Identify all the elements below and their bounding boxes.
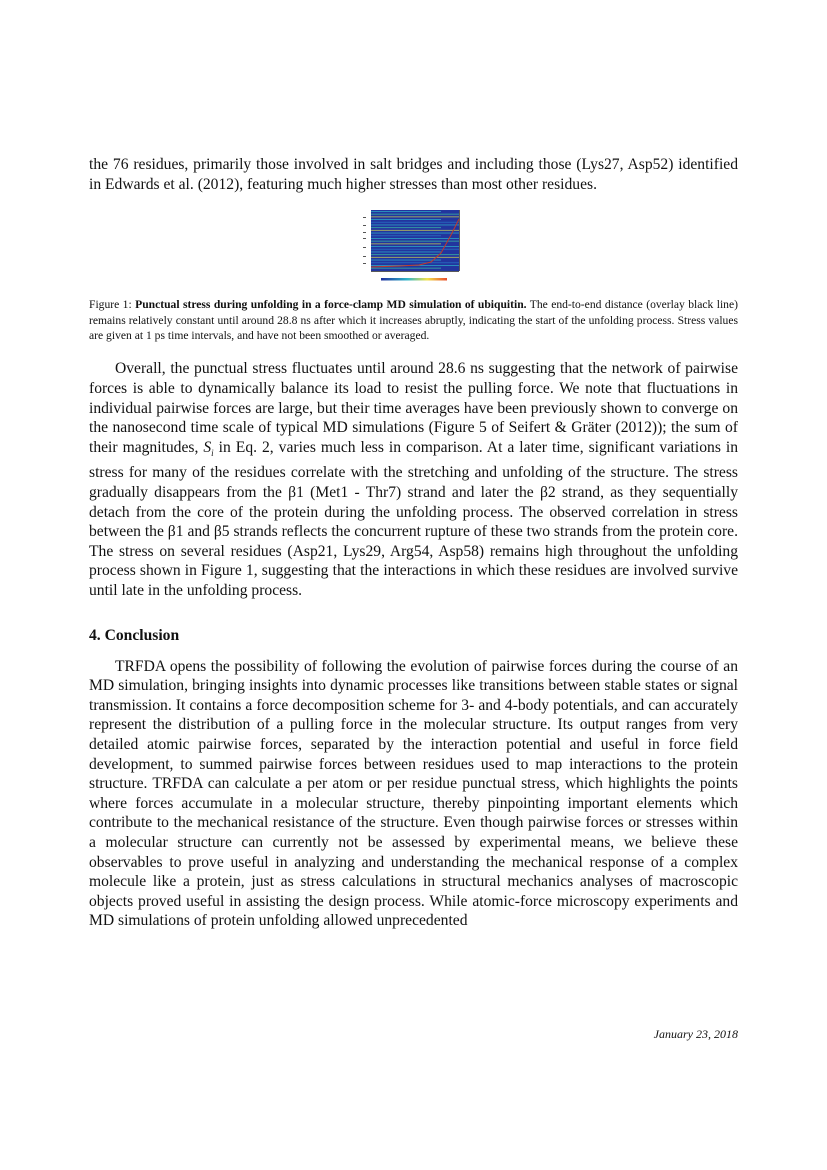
stress-heatmap-image bbox=[359, 205, 469, 285]
figure-caption-text: The end-to-end distance (overlay black line) remains relatively constant until around 28.8 ns after which it increases abruptly, indicating the start of the unfolding process. Stress values are given at 1 ps time intervals, and have not been smoothed or averaged. bbox=[89, 298, 738, 342]
heatmap-stripe bbox=[371, 238, 459, 239]
heatmap-stripe bbox=[371, 230, 459, 231]
footer-date: January 23, 2018 bbox=[653, 1027, 738, 1041]
heatmap-stripe bbox=[371, 249, 459, 250]
heatmap-stripe bbox=[371, 217, 459, 218]
heatmap-stripe bbox=[371, 246, 459, 247]
overall-paragraph bbox=[89, 359, 738, 600]
heatmap-stripe bbox=[371, 211, 441, 212]
intro-paragraph: the 76 residues, primarily those involved in salt bridges and including those (Lys27, Asp52) identified in Edwards et al. (2012), featuring much higher stresses than most other residues. bbox=[89, 156, 738, 193]
heatmap-stripe bbox=[371, 244, 441, 245]
overall-text-part-2: in Eq. 2, varies much less in comparison. At a later time, significant variations in stress for many of the residues correlate with the stretching and unfolding of the structure. The stress gradually disappears from the β1 (Met1 - Thr7) strand and later the β2 strand, as they sequentially detach from the core of the protein during the unfolding process. The observed correlation in stress between the β1 and β5 strands reflects the concurrent rupture of these two strands from the protein core. The stress on several residues (Asp21, Lys29, Arg54, Asp58) remains high throughout the unfolding process shown in Figure 1, suggesting that the interactions in which these residues are involved survive until late in the unfolding process. bbox=[89, 438, 739, 600]
figure-1-caption bbox=[89, 297, 738, 343]
conclusion-paragraph: TRFDA opens the possibility of following the evolution of pairwise forces during the course of an MD simulation, bringing insights into dynamic processes like transitions between stable states or signal transmission. It contains a force decomposition scheme for 3- and 4-body potentials, and can accurately represent the distribution of a pulling force in the molecular structure. Its output ranges from very detailed atomic pairwise forces, separated by the interaction potential and useful in force field development, to summed pairwise forces between residues used to map interactions to the protein structure. TRFDA can calculate a per atom or per residue punctual stress, which highlights the points where forces accumulate in a molecular structure, thereby pinpointing important elements which contribute to the mechanical resistance of the structure. Even though pairwise forces or stresses within a molecular structure can currently not be assessed by experimental means, we believe these observables to prove useful in analyzing and understanding the mechanical response of a complex molecule like a protein, just as stress calculations in structural mechanics analyses of macroscopic objects proved useful in assisting the design process. While atomic-force microscopy experiments and MD simulations of protein unfolding allowed unprecedented bbox=[89, 657, 738, 930]
figure-label: Figure 1: bbox=[89, 298, 132, 312]
heatmap-stripe bbox=[371, 225, 459, 226]
page-content bbox=[89, 155, 738, 931]
heatmap-stripe bbox=[371, 233, 459, 234]
overall-text-part-1: Overall, the punctual stress fluctuates until around 28.6 ns suggesting that the network of pairwise forces is able to dynamically balance its load to resist the pulling force. We note that fluctuations in individual pairwise forces are large, but their time averages have been previously shown to converge on the nanosecond time scale of typical MD simulations (Figure 5 of Seifert & Gräter (2012)); the sum of their magnitudes, bbox=[89, 360, 738, 456]
heatmap-stripe bbox=[371, 222, 459, 223]
symbol-s: S bbox=[203, 438, 212, 456]
heatmap-stripe bbox=[371, 260, 441, 261]
figure-title: Punctual stress during unfolding in a force-clamp MD simulation of ubiquitin. bbox=[135, 298, 527, 312]
heatmap-stripe bbox=[371, 227, 441, 228]
heatmap-stripe bbox=[371, 235, 441, 236]
heatmap-stripe bbox=[371, 254, 459, 255]
heatmap-stripe bbox=[371, 214, 459, 215]
heatmap-stripe bbox=[371, 268, 441, 269]
heatmap-stripe bbox=[371, 219, 441, 220]
figure-1-heatmap bbox=[359, 205, 469, 285]
section-heading-conclusion: 4. Conclusion bbox=[89, 626, 180, 644]
heatmap-stripe bbox=[371, 241, 459, 242]
heatmap-stripe bbox=[371, 257, 459, 258]
symbol-subscript: i bbox=[211, 447, 214, 458]
heatmap-stripe bbox=[371, 252, 441, 253]
heatmap-stripe bbox=[371, 262, 459, 263]
